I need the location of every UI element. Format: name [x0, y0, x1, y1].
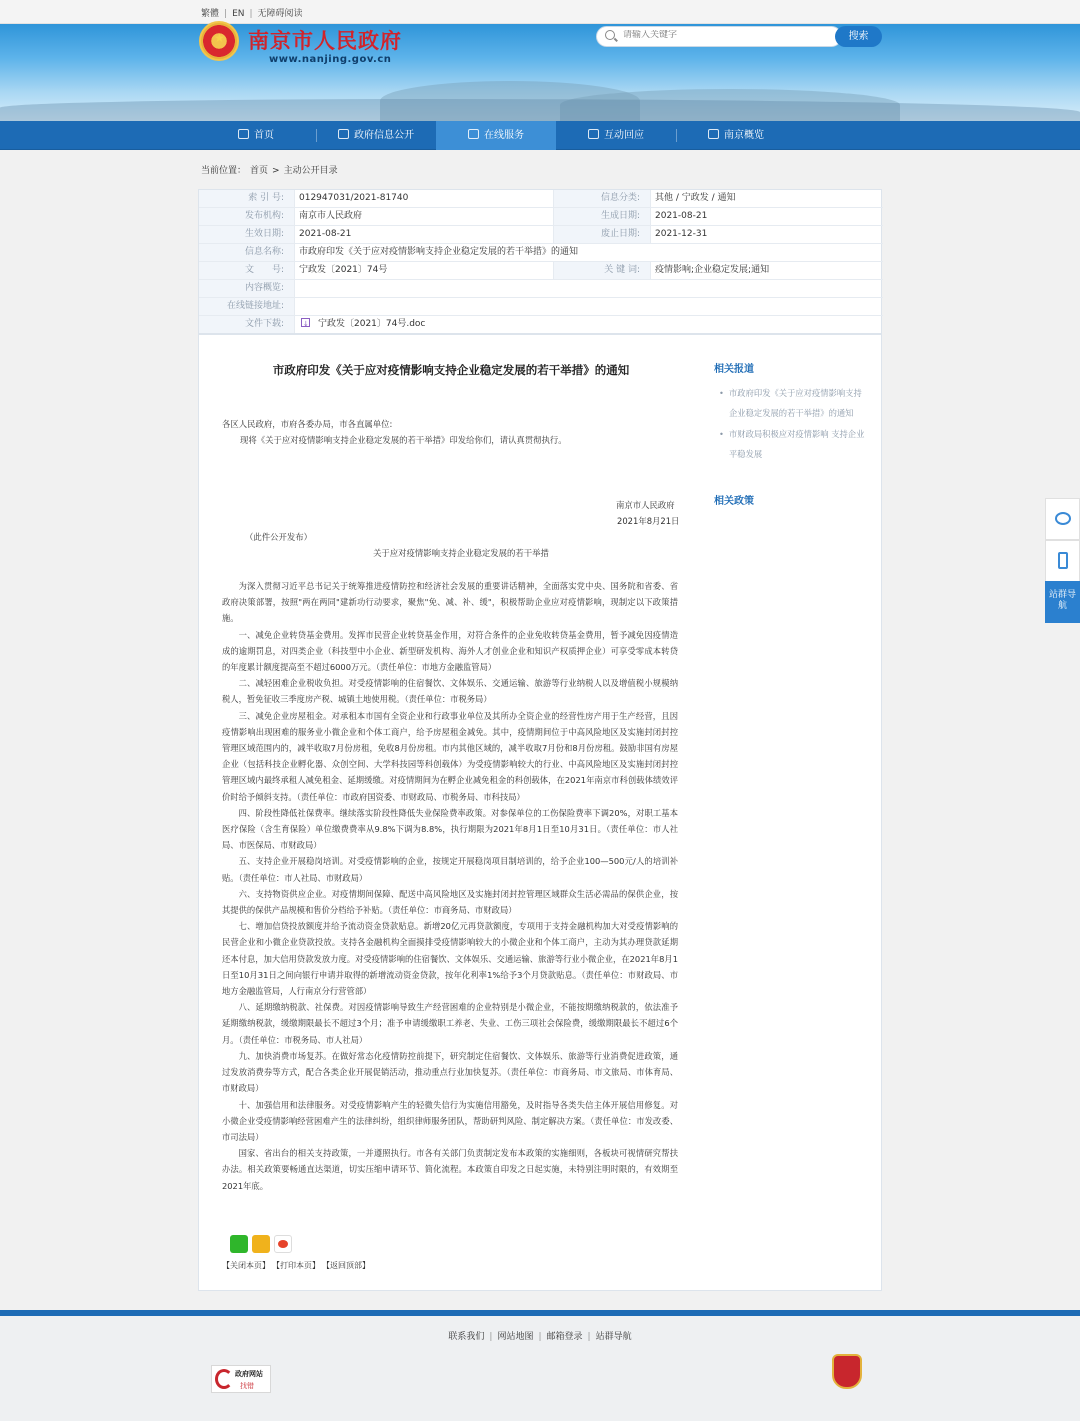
related-report-item[interactable]: • 市政府印发《关于应对疫情影响支持企业稳定发展的若干举措》的通知 — [719, 383, 865, 424]
article-paragraph: 一、减免企业转贷基金费用。发挥市民营企业转贷基金作用，对符合条件的企业免收转贷基金费用，暂予减免因疫情造成的逾期罚息，对四类企业（科技型中小企业、新型研发机构、海外人才创业企业和知识产权质押企业）可享受零成本转贷的年度累计额度提高至不超过6000万元。（责任单位：市地方金融监管局） — [222, 629, 678, 673]
nav-item-home[interactable] — [196, 121, 316, 150]
divider: | — [489, 1332, 493, 1342]
meta-row — [199, 244, 883, 262]
site-footer — [0, 1316, 1080, 1421]
search-box — [596, 26, 842, 47]
home-icon — [238, 129, 249, 139]
site-header — [0, 24, 1080, 121]
breadcrumb-home[interactable]: 首页 — [250, 166, 269, 176]
gov-site-error-report-badge[interactable] — [211, 1365, 271, 1393]
meta-summary-value — [295, 280, 299, 297]
article-subtitle: 关于应对疫情影响支持企业稳定发展的若干举措 — [373, 548, 549, 558]
meta-label: 信息名称: — [199, 244, 295, 261]
article-title: 市政府印发《关于应对疫情影响支持企业稳定发展的若干举措》的通知 — [272, 363, 630, 377]
nav-item-overview[interactable] — [676, 121, 796, 150]
utility-links — [201, 6, 303, 19]
back-to-top-link[interactable]: 【返回顶部】 — [326, 1261, 370, 1270]
error-report-icon — [215, 1369, 233, 1389]
article-paragraph: 六、支持物资供应企业。对疫情期间保障、配送中高风险地区及实施封闭封控管理区域群众生活必需品的保供企业，按其提供的保供产品规模和售价分档给予补贴。（责任单位：市商务局、市财政局） — [222, 888, 678, 916]
related-reports-list — [719, 383, 865, 464]
print-page-link[interactable]: 【打印本页】 — [276, 1261, 320, 1270]
badge-title: 政府网站 — [235, 1370, 263, 1378]
page-actions — [222, 1260, 376, 1271]
nav-item-gov-info[interactable] — [316, 121, 436, 150]
meta-label: 发布机构: — [199, 208, 295, 225]
meta-label: 文 号: — [199, 262, 295, 279]
meta-label: 关 键 词: — [553, 262, 651, 279]
meta-label: 废止日期: — [553, 226, 651, 243]
top-utility-bar — [0, 0, 1080, 24]
divider: | — [587, 1332, 591, 1342]
article-date: 2021年8月21日 — [617, 516, 680, 526]
meta-repeal-value: 2021-12-31 — [655, 229, 708, 239]
mobile-float-button[interactable] — [1045, 540, 1080, 582]
mobile-icon — [1058, 552, 1068, 569]
chat-icon — [588, 129, 599, 139]
article-paragraph: 四、阶段性降低社保费率。继续落实阶段性降低失业保险费率政策。对参保单位的工伤保险费率下调20%，对职工基本医疗保险（含生育保险）单位缴费费率从9.8%下调为8.8%，执行期限为2021年8月1日至10月31日。（责任单位：市人社局、市医保局、市财政局） — [222, 807, 678, 851]
meta-keywords-value: 疫情影响;企业稳定发展;通知 — [655, 265, 770, 275]
national-emblem-icon[interactable]: ★ — [199, 21, 239, 61]
meta-label: 信息分类: — [553, 190, 651, 207]
related-report-item[interactable]: • 市财政局积极应对疫情影响 支持企业平稳发展 — [719, 424, 865, 465]
site-group-link[interactable]: 站群导航 — [595, 1332, 632, 1342]
download-filename[interactable]: 宁政发〔2021〕74号.doc — [318, 319, 426, 329]
building-icon — [708, 129, 719, 139]
meta-row — [199, 262, 883, 280]
breadcrumb-prefix: 当前位置： — [201, 166, 247, 176]
article-paragraph: 七、增加信贷投放额度并给予流动资金贷款贴息。新增20亿元再贷款额度，专项用于支持金融机构加大对受疫情影响的民营企业和小微企业贷款投放。支持各金融机构全面摸排受疫情影响较大的小微企业和个体工商户，主动为其办理贷款延期还本付息，加大信用贷款发放力度。对受疫情影响的住宿餐饮、文体娱乐、交通运输、旅游等行业小微企业，在2021年8月1日至10月31日之间向银行申请并取得的新增流动资金贷款，按年化利率1%给予3个月贷款贴息。（责任单位：市财政局、市地方金融监管局，人行南京分行营管部） — [222, 921, 678, 997]
article-signer: 南京市人民政府 — [616, 500, 675, 510]
footer-links — [0, 1329, 1080, 1342]
article-paragraph: 五、支持企业开展稳岗培训。对受疫情影响的企业，按规定开展稳岗项目制培训的，给予企业100—500元/人的培训补贴。（责任单位：市人社局、市财政局） — [222, 856, 678, 883]
download-icon — [301, 318, 310, 327]
article-paragraph: 国家、省出台的相关支持政策，一并遵照执行。市各有关部门负责制定发布本政策的实施细则，各板块可视情研究帮扶办法。相关政策要畅通直达渠道，切实压缩申请环节、简化流程。本政策自印发之日起实施，未特别注明时限的，有效期至2021年底。 — [222, 1148, 678, 1191]
site-title[interactable]: 南京市人民政府 — [248, 28, 402, 53]
meta-name-value: 市政府印发《关于应对疫情影响支持企业稳定发展的若干举措》的通知 — [299, 247, 579, 257]
article-paragraph: 八、延期缴纳税款、社保费。对因疫情影响导致生产经营困难的企业特别是小微企业，不能按期缴纳税款的，依法准予延期缴纳税款，缓缴期限最长不超过3个月；准予申请缓缴职工养老、失业、工伤三项社会保险费，缓缴期限最长不超过6个月。（责任单位：市税务局、市人社局） — [222, 1002, 678, 1045]
meta-row — [199, 208, 883, 226]
meta-link-value — [295, 298, 299, 315]
meta-row — [199, 280, 883, 298]
meta-row — [199, 298, 883, 316]
banner-water — [0, 99, 1080, 121]
article-paragraph: 十、加强信用和法律服务。对受疫情影响产生的轻微失信行为实施信用豁免，及时指导各类失信主体开展信用修复。对小微企业受疫情影响经营困难产生的法律纠纷，组织律师服务团队，帮助研判风险、制定解决方案。（责任单位：市发改委、市司法局） — [222, 1099, 678, 1142]
meta-row — [199, 190, 883, 208]
sitemap-link[interactable]: 网站地图 — [497, 1332, 534, 1342]
nav-item-interaction[interactable] — [556, 121, 676, 150]
meta-label: 内容概览: — [199, 280, 295, 297]
weibo-float-button[interactable] — [1045, 498, 1080, 540]
article-paragraph: 二、减轻困难企业税收负担。对受疫情影响的住宿餐饮、文体娱乐、交通运输、旅游等行业纳税人以及增值税小规模纳税人，暂免征收三季度房产税、城镇土地使用税。（责任单位：市税务局） — [222, 678, 678, 705]
meta-label: 索 引 号: — [199, 190, 295, 207]
nav-label: 在线服务 — [484, 130, 524, 141]
article-paragraph: 九、加快消费市场复苏。在做好常态化疫情防控前提下，研究制定住宿餐饮、文体娱乐、旅游等行业消费促进政策，通过发放消费券等方式，配合各类企业开展促销活动，推动重点行业加快复苏。（责任单位：市商务局、市文旅局、市体育局、市财政局） — [222, 1050, 678, 1094]
meta-publisher-value: 南京市人民政府 — [299, 211, 363, 221]
divider: | — [538, 1332, 542, 1342]
nav-label: 首页 — [254, 130, 274, 141]
search-icon — [605, 30, 615, 40]
traditional-chinese-link[interactable]: 繁體 — [201, 9, 220, 19]
email-login-link[interactable]: 邮箱登录 — [546, 1332, 583, 1342]
favorite-icon[interactable] — [252, 1235, 270, 1253]
related-policies-title: 相关政策 — [714, 496, 754, 507]
meta-index-value: 012947031/2021-81740 — [299, 193, 409, 203]
thumbs-up-icon — [468, 129, 479, 139]
publish-note: （此件公开发布） — [245, 532, 312, 542]
search-input[interactable] — [623, 30, 823, 40]
main-nav — [0, 121, 1080, 150]
meta-row — [199, 226, 883, 244]
wechat-icon[interactable] — [230, 1235, 248, 1253]
english-link[interactable]: EN — [232, 9, 245, 19]
document-meta-table — [198, 189, 882, 334]
badge-subtitle: 找错 — [240, 1382, 254, 1390]
breadcrumb-separator: > — [272, 166, 280, 176]
meta-label: 生效日期: — [199, 226, 295, 243]
meta-download[interactable] — [295, 316, 425, 333]
breadcrumb-current[interactable]: 主动公开目录 — [283, 166, 338, 176]
search-button[interactable]: 搜索 — [835, 26, 882, 47]
meta-row — [199, 316, 883, 334]
nav-label: 政府信息公开 — [354, 130, 414, 141]
meta-doc-number-value: 宁政发〔2021〕74号 — [299, 265, 388, 275]
contact-link[interactable]: 联系我们 — [448, 1332, 485, 1342]
meta-label: 在线链接地址: — [199, 298, 295, 315]
accessibility-link[interactable]: 无障碍阅读 — [257, 9, 303, 19]
weibo-icon — [1055, 512, 1071, 525]
nav-label: 南京概览 — [724, 130, 764, 141]
sitemap-float-button[interactable]: 站群导航 — [1045, 581, 1080, 623]
meta-label: 文件下载: — [199, 316, 295, 333]
site-url: www.nanjing.gov.cn — [269, 54, 392, 65]
article-paragraph: 三、减免企业房屋租金。对承租本市国有全资企业和行政事业单位及其所办全资企业的经营性房产用于生产经营，且因疫情影响出现困难的服务业小微企业和个体工商户，给予房屋租金减免。其中，疫情期间位于中高风险地区及实施封闭封控管理区域范围内的，减半收取7月份房租，免收8月份房租。市内其他区域的，减半收取7月份和8月份房租。鼓励非国有房屋企业（包括科技企业孵化器、众创空间、大学科技园等科创载体）为受疫情影响较大的行业、中高风险地区及实施封闭封控管理区域内最终承租人减免租金、延期缓缴。对疫情期间为在孵企业减免租金的科创载体，在2021年南京市科创载体绩效评价时给予倾斜支持。（责任单位：市政府国资委、市财政局、市税务局、市科技局） — [222, 710, 678, 802]
breadcrumb — [201, 163, 342, 176]
article-addressee: 各区人民政府，市府各委办局，市各直属单位: — [222, 419, 393, 429]
document-icon — [338, 129, 349, 139]
divider: | — [224, 9, 228, 19]
related-reports-title: 相关报道 — [714, 364, 754, 375]
weibo-icon[interactable] — [274, 1235, 292, 1253]
close-page-link[interactable]: 【关闭本页】 — [222, 1261, 270, 1270]
divider: | — [249, 9, 253, 19]
meta-category-value: 其他 / 宁政发 / 通知 — [655, 193, 736, 203]
nav-label: 互动回应 — [604, 130, 644, 141]
nav-item-online-service[interactable] — [436, 121, 556, 150]
article-paragraph: 为深入贯彻习近平总书记关于统筹推进疫情防控和经济社会发展的重要讲话精神，全面落实党中央、国务院和省委、省政府决策部署，按照"两在两同"建新功行动要求，聚焦"免、减、补、缓"，积极帮助企业应对疫情影响，现制定以下政策措施。 — [222, 581, 678, 624]
meta-created-value: 2021-08-21 — [655, 211, 708, 221]
article-intro: 现将《关于应对疫情影响支持企业稳定发展的若干举措》印发给你们，请认真贯彻执行。 — [240, 435, 567, 445]
meta-label: 生成日期: — [553, 208, 651, 225]
party-gov-site-badge-icon[interactable] — [832, 1354, 862, 1389]
meta-effective-value: 2021-08-21 — [299, 229, 352, 239]
article-body — [222, 578, 678, 1194]
